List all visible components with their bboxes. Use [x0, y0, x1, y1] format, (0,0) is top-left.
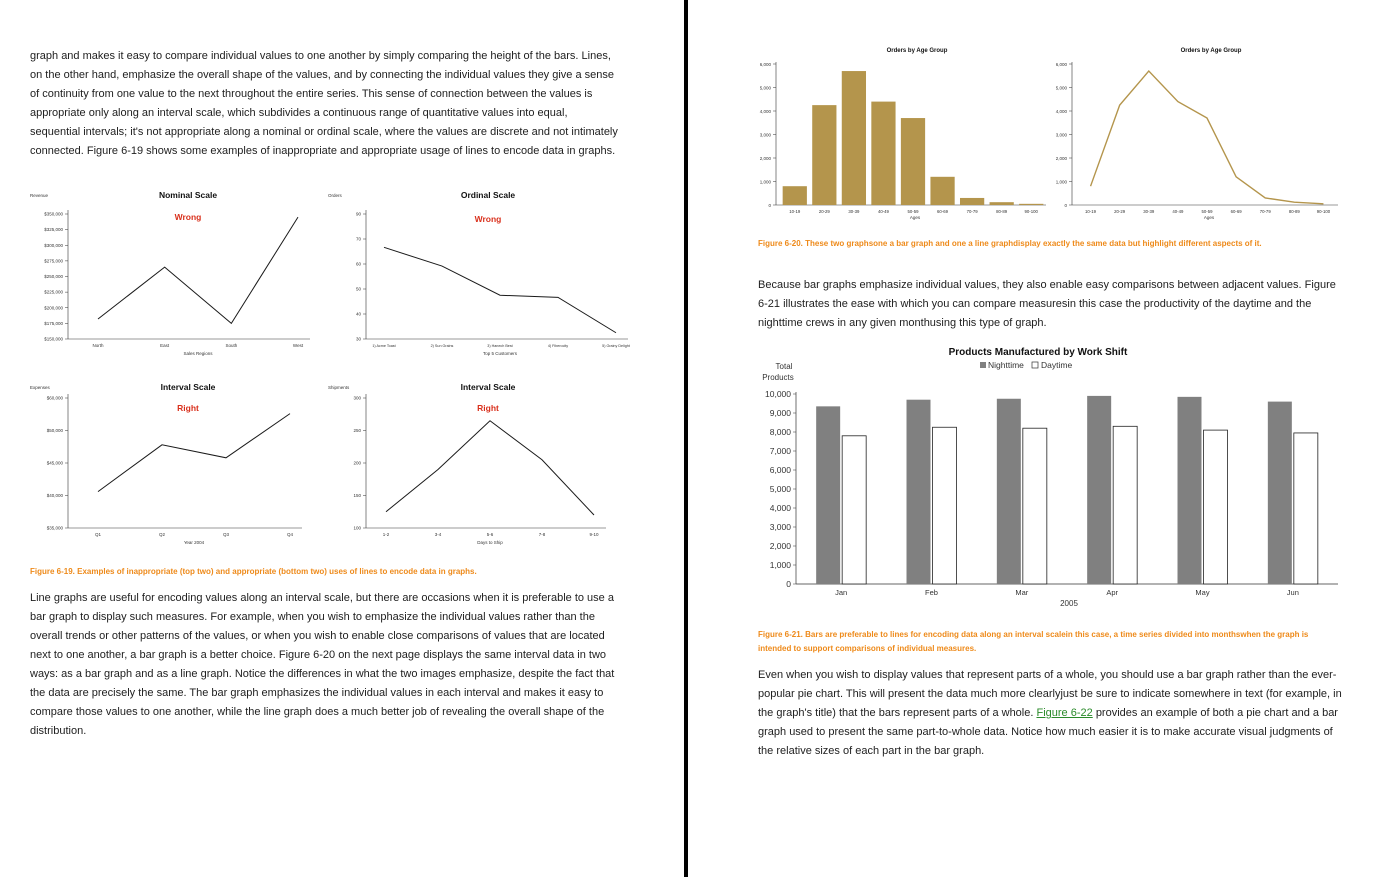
bar-daytime: [1204, 430, 1228, 584]
x-tick-label: Mar: [1015, 588, 1029, 597]
left-paragraph-2: Line graphs are useful for encoding values along an interval scale, but there are occasions when it is preferable to use a bar graph to display such measures. For example, when you wish to emphasize the individual values rather than the overall trends or other patterns of the values, or when you wish to enable close comparisons of values that are located next to one another, a bar graph is a better choice. Figure 6-20 on the next page displays the same interval data in two ways: as a bar graph and as a line graph. Notice the differences in what the two images emphasize, despite the fact that the data are precisely the same. The bar graph emphasizes the individual values in each interval and makes it easy to compare those values to one another, while the line graph does a much better job of revealing the overall shape of the distribution.: [30, 592, 615, 737]
x-tick-label: Jan: [835, 588, 848, 597]
chart-title: Orders by Age Group: [886, 48, 948, 54]
x-axis-label: Top 5 Customers: [482, 351, 518, 356]
x-tick-label: 90-100: [1316, 209, 1331, 214]
y-tick-label: $225,000: [44, 289, 63, 295]
x-tick-label: Jun: [1286, 588, 1299, 597]
x-tick-label: 60-69: [937, 209, 949, 214]
series-line: [98, 217, 298, 323]
y-tick-label: 70: [355, 236, 361, 242]
chart-title: Ordinal Scale: [460, 190, 516, 200]
y-tick-label: $325,000: [44, 227, 63, 233]
series-line: [1091, 71, 1324, 204]
y-tick-label: 3,000: [759, 132, 771, 138]
x-tick-label: East: [160, 343, 170, 348]
y-tick-label: 1,000: [759, 179, 771, 185]
bar-nighttime: [1178, 397, 1202, 584]
x-tick-label: 30-39: [1143, 209, 1155, 214]
x-tick-label: 70-79: [1259, 209, 1271, 214]
y-tick-label: 250: [353, 428, 361, 433]
x-axis-label: Days to Ship: [477, 540, 503, 545]
x-tick-label: 90-100: [1024, 209, 1038, 214]
y-axis-label: Revenue: [30, 193, 49, 198]
x-axis-label: Ages: [909, 215, 921, 220]
x-tick-label: 80-89: [996, 209, 1008, 214]
chart-title: Nominal Scale: [158, 190, 218, 200]
x-tick-label: 5-6: [486, 532, 494, 537]
y-tick-label: 50: [355, 286, 361, 292]
right-paragraph-1: Because bar graphs emphasize individual values, they also enable easy comparisons between adjacent values. Figure 6-21 illustrates the ease with which you can compare measuresin this case the productivity of the daytime and the nighttime crews in any given monthusing this type of graph.: [758, 279, 1336, 329]
x-tick-label: 20-29: [818, 209, 830, 214]
chart-title: Interval Scale: [460, 382, 516, 392]
bar-daytime: [1113, 426, 1137, 584]
products-by-work-shift-chart: [756, 342, 1346, 620]
y-tick-label: 5,000: [759, 85, 771, 91]
y-tick-label: $60,000: [46, 395, 63, 401]
right-paragraph-2-text-start: Even when you wish to display values that represent parts of a whole, you should use a bar graph rather than the ever-popular pie chart. This will present the data much more clearlyjust be sure to indicate somewhere in text (for example, in the graph's title) that the bars represent parts of a whole.: [758, 669, 1342, 719]
x-tick-label: 70-79: [966, 209, 978, 214]
y-tick-label: $300,000: [44, 242, 63, 248]
bar: [1019, 204, 1043, 205]
series-line: [386, 421, 594, 515]
x-tick-label: 10-19: [789, 209, 801, 214]
chart-annotation: Right: [477, 403, 499, 413]
y-tick-label: 2,000: [1055, 155, 1067, 161]
y-tick-label: $275,000: [44, 258, 63, 264]
y-tick-label: 4,000: [769, 503, 791, 513]
x-tick-label: 4) Fiberocity: [547, 344, 569, 348]
right-paragraph-2: [758, 666, 1348, 761]
orders-by-age-line-chart: [1046, 40, 1346, 220]
y-tick-label: 6,000: [1055, 61, 1067, 67]
y-tick-label: 60: [355, 261, 361, 267]
x-tick-label: North: [92, 343, 104, 348]
y-tick-label: 4,000: [1055, 108, 1067, 114]
x-tick-label: 40-49: [1172, 209, 1184, 214]
chart-title: Orders by Age Group: [1180, 48, 1242, 54]
x-tick-label: 7-8: [538, 532, 546, 537]
bar: [990, 202, 1014, 205]
chart-annotation: Wrong: [174, 212, 202, 222]
interval-scale-shipments-chart: [326, 376, 626, 556]
x-axis-label: Sales Regions: [183, 351, 213, 356]
x-axis-label: 2005: [1060, 599, 1078, 608]
figure-6-22-link[interactable]: Figure 6-22: [1036, 707, 1093, 719]
bar-nighttime: [907, 400, 931, 584]
left-page: [0, 0, 684, 877]
chart-title: Interval Scale: [160, 382, 216, 392]
nominal-scale-chart: [28, 184, 328, 364]
legend-label-nighttime: Nighttime: [988, 360, 1024, 370]
x-tick-label: South: [225, 343, 238, 348]
bar: [842, 71, 866, 205]
y-axis-label-line-2: Products: [762, 373, 794, 382]
x-tick-label: Q3: [222, 532, 230, 537]
bar-nighttime: [1268, 402, 1292, 584]
x-tick-label: 3-4: [434, 532, 442, 537]
x-tick-label: 20-29: [1114, 209, 1126, 214]
x-tick-label: Q4: [286, 532, 294, 537]
x-tick-label: 40-49: [877, 209, 889, 214]
legend-label-daytime: Daytime: [1041, 360, 1073, 370]
y-tick-label: $350,000: [44, 211, 63, 217]
x-tick-label: 60-69: [1230, 209, 1242, 214]
y-tick-label: 10,000: [765, 389, 791, 399]
x-tick-label: 1) Acme Toast: [372, 344, 396, 348]
bar-daytime: [1294, 433, 1318, 584]
x-tick-label: West: [292, 343, 304, 348]
x-tick-label: Feb: [925, 588, 938, 597]
y-tick-label: 40: [355, 311, 361, 317]
y-tick-label: 4,000: [759, 108, 771, 114]
y-axis-label: Shipments: [328, 385, 350, 390]
bar: [812, 105, 836, 205]
interval-scale-expenses-chart: [28, 376, 328, 556]
x-tick-label: 10-19: [1085, 209, 1097, 214]
y-tick-label: 7,000: [769, 446, 791, 456]
y-tick-label: 5,000: [769, 484, 791, 494]
left-paragraph-1: graph and makes it easy to compare individual values to one another by simply comparing the height of the bars. Lines, on the other hand, emphasize the overall shape of the values, and by connecting the individual values they give a sense of continuity from one value to the next throughout the entire series. This sense of connection between the values is appropriate only along an interval scale, which subdivides a continuous range of quantitative values into equal, sequential intervals; it's not appropriate along a nominal or ordinal scale, where the values are discrete and not intimately connected. Figure 6-19 shows some examples of inappropriate and appropriate usage of lines to encode data in graphs.: [30, 50, 618, 157]
chart-annotation: Wrong: [474, 214, 502, 224]
bar: [783, 186, 807, 205]
y-tick-label: $35,000: [46, 525, 63, 531]
figure-6-20-caption: Figure 6-20. These two graphsone a bar graph and one a line graphdisplay exactly the same data but highlight different aspects of it.: [758, 239, 1262, 248]
bar-daytime: [933, 427, 957, 584]
figure-6-21-caption: Figure 6-21. Bars are preferable to lines for encoding data along an interval scalein this case, a time series divided into monthswhen the graph is intended to support comparisons of individual measures.: [758, 630, 1309, 653]
y-tick-label: $250,000: [44, 274, 63, 279]
x-tick-label: 2) Sun Grains: [430, 344, 454, 348]
figure-6-19-caption: Figure 6-19. Examples of inappropriate (top two) and appropriate (bottom two) uses of lines to encode data in graphs.: [30, 567, 477, 576]
series-line: [384, 247, 616, 332]
y-tick-label: 6,000: [769, 465, 791, 475]
x-tick-label: Q2: [158, 532, 166, 537]
x-tick-label: 3) Hanech Best: [487, 344, 513, 348]
y-tick-label: 0: [1064, 202, 1067, 208]
y-tick-label: 0: [786, 579, 791, 589]
y-tick-label: 2,000: [759, 155, 771, 161]
bar: [901, 118, 925, 205]
y-tick-label: 8,000: [769, 427, 791, 437]
x-tick-label: Q1: [94, 532, 102, 537]
bar-daytime: [842, 436, 866, 584]
y-tick-label: $150,000: [44, 336, 63, 342]
x-tick-label: 5) Grainy Delight: [602, 344, 630, 348]
y-tick-label: 5,000: [1055, 85, 1067, 91]
y-tick-label: $45,000: [46, 460, 63, 466]
series-line: [98, 414, 290, 492]
y-tick-label: 300: [353, 395, 361, 401]
bar-daytime: [1023, 428, 1047, 584]
x-tick-label: Apr: [1106, 588, 1119, 597]
x-tick-label: May: [1195, 588, 1210, 597]
ordinal-scale-chart: [326, 184, 630, 364]
x-tick-label: 50-59: [907, 209, 919, 214]
y-tick-label: 30: [355, 336, 361, 342]
legend-swatch-daytime: [1032, 362, 1038, 368]
y-tick-label: 3,000: [1055, 132, 1067, 138]
chart-annotation: Right: [177, 403, 199, 413]
y-tick-label: 1,000: [1055, 179, 1067, 185]
x-axis-label: Ages: [1203, 215, 1215, 220]
y-tick-label: 3,000: [769, 522, 791, 532]
y-tick-label: $40,000: [46, 493, 63, 498]
y-axis-label: Expenses: [30, 385, 50, 390]
bar-nighttime: [1087, 396, 1111, 584]
x-tick-label: 80-89: [1288, 209, 1300, 214]
y-tick-label: 6,000: [759, 61, 771, 67]
x-tick-label: 1-2: [382, 532, 390, 537]
x-tick-label: 9-10: [589, 532, 599, 537]
y-tick-label: 90: [355, 211, 361, 217]
y-axis-label: Orders: [328, 193, 342, 198]
right-page: [688, 0, 1374, 877]
y-tick-label: 0: [768, 202, 771, 208]
y-axis-label-line-1: Total: [775, 362, 793, 371]
bar-nighttime: [997, 399, 1021, 584]
bar: [960, 198, 984, 205]
orders-by-age-bar-chart: [756, 40, 1046, 220]
y-tick-label: $50,000: [46, 428, 63, 433]
y-tick-label: 200: [353, 460, 361, 466]
x-axis-label: Year 2004: [183, 540, 205, 545]
y-tick-label: 9,000: [769, 408, 791, 418]
x-tick-label: 30-39: [848, 209, 860, 214]
y-tick-label: 1,000: [769, 560, 791, 570]
y-tick-label: 100: [353, 525, 361, 531]
y-tick-label: 2,000: [769, 541, 791, 551]
bar: [871, 102, 895, 205]
legend-swatch-nighttime: [980, 362, 986, 368]
bar-nighttime: [816, 406, 840, 584]
right-paragraph-2-text-end: provides an example of both a pie chart and a bar graph used to present the same part-to-whole data. Notice how much easier it is to make accurate visual judgments of the relative sizes of each part in the bar graph.: [758, 707, 1338, 757]
y-tick-label: $200,000: [44, 305, 63, 311]
bar: [930, 177, 954, 205]
y-tick-label: $175,000: [44, 320, 63, 326]
x-tick-label: 50-59: [1201, 209, 1213, 214]
chart-title: Products Manufactured by Work Shift: [948, 347, 1128, 358]
y-tick-label: 150: [353, 493, 361, 498]
